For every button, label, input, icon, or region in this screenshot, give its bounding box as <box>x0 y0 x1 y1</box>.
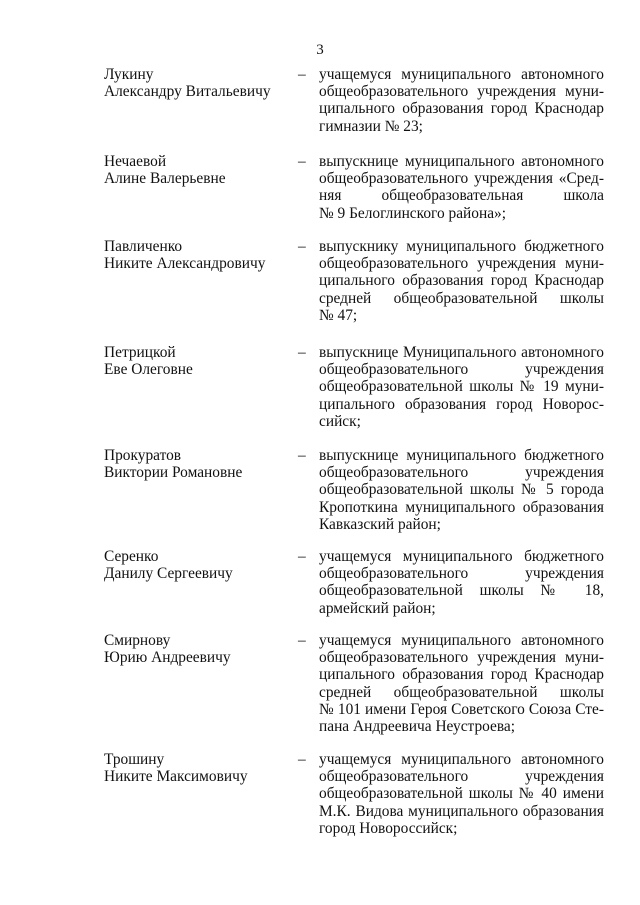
recipient-name <box>104 751 284 785</box>
recipient-surname: Прокуратов <box>104 447 182 464</box>
description-line: средней общеобразовательной школы <box>319 683 604 701</box>
description-line: Кропоткина муниципального образования <box>319 498 604 516</box>
description-line: общеобразовательной школы № 40 имени <box>319 785 604 803</box>
recipient-name <box>104 447 284 481</box>
entry-dash: – <box>298 751 306 768</box>
description-line: ципального образования город Новорос- <box>319 395 604 413</box>
recipient-surname: Лукину <box>104 66 154 83</box>
description-line: средней общеобразовательной школы <box>319 289 604 307</box>
recipient-name <box>104 66 284 100</box>
recipient-description <box>319 238 604 324</box>
recipient-name <box>104 238 284 272</box>
description-line: выпускнику муниципального бюджетного <box>319 238 604 255</box>
entry-dash: – <box>298 632 306 649</box>
description-line: няя общеобразовательная школа <box>319 187 604 205</box>
description-line: ципального образования город Краснодар <box>319 272 604 290</box>
recipient-description <box>319 447 604 533</box>
recipient-surname: Трошину <box>104 751 165 768</box>
recipient-given-names: Александру Витальевичу <box>104 83 271 101</box>
description-line: Кавказский район; <box>319 515 441 533</box>
description-line: общеобразовательного учреждения <box>319 464 604 482</box>
entry-dash: – <box>298 548 306 565</box>
description-line: выпускнице муниципального автономного <box>319 153 604 170</box>
description-line: № 47; <box>319 306 358 324</box>
entry-dash: – <box>298 153 306 170</box>
description-line: общеобразовательной школы № 5 города <box>319 481 604 499</box>
description-line: пана Андреевича Неустроева; <box>319 717 516 735</box>
description-line: общеобразовательного учреждения муни- <box>319 649 604 667</box>
recipient-description <box>319 344 604 430</box>
description-line: общеобразовательного учреждения <box>319 361 604 379</box>
description-line: ципального образования город Краснодар <box>319 100 604 118</box>
recipient-surname: Нечаевой <box>104 153 167 170</box>
recipient-description <box>319 153 604 222</box>
recipient-given-names: Еве Олеговне <box>104 361 193 379</box>
description-line: учащемуся муниципального автономного <box>319 66 604 83</box>
recipient-surname: Смирнову <box>104 632 171 649</box>
page-number: 3 <box>316 42 324 58</box>
recipient-name <box>104 632 284 666</box>
recipient-given-names: Юрию Андреевичу <box>104 649 231 667</box>
recipient-description <box>319 632 604 735</box>
recipient-description <box>319 66 604 135</box>
entry-dash: – <box>298 447 306 464</box>
recipient-given-names: Алине Валерьевне <box>104 170 226 188</box>
description-line: гимназии № 23; <box>319 117 423 135</box>
recipient-given-names: Виктории Романовне <box>104 464 243 482</box>
entry-dash: – <box>298 344 306 361</box>
recipient-surname: Павличенко <box>104 238 183 255</box>
recipient-surname: Петрицкой <box>104 344 176 361</box>
recipient-given-names: Данилу Сергеевичу <box>104 565 233 583</box>
recipient-description <box>319 751 604 837</box>
description-line: учащемуся муниципального автономного <box>319 632 604 649</box>
description-line: М.К. Видова муниципального образования <box>319 802 604 820</box>
description-line: сийск; <box>319 412 361 430</box>
recipient-given-names: Никите Александровичу <box>104 255 266 273</box>
recipient-name <box>104 548 284 582</box>
description-line: общеобразовательного учреждения муни- <box>319 83 604 101</box>
recipient-surname: Серенко <box>104 548 159 565</box>
recipient-description <box>319 548 604 617</box>
recipient-name <box>104 153 284 187</box>
description-line: общеобразовательной школы № 18, <box>319 582 604 600</box>
description-line: выпускнице муниципального бюджетного <box>319 447 604 464</box>
recipient-name <box>104 344 284 378</box>
description-line: общеобразовательного учреждения муни- <box>319 255 604 273</box>
entry-dash: – <box>298 66 306 83</box>
description-line: ципального образования город Краснодар <box>319 666 604 684</box>
description-line: № 101 имени Героя Советского Союза Сте- <box>319 700 604 718</box>
description-line: город Новороссийск; <box>319 819 458 837</box>
description-line: общеобразовательной школы № 19 муни- <box>319 378 604 396</box>
description-line: № 9 Белоглинского района»; <box>319 204 506 222</box>
entry-dash: – <box>298 238 306 255</box>
description-line: учащемуся муниципального автономного <box>319 751 604 768</box>
description-line: выпускнице Муниципального автономного <box>319 344 604 361</box>
recipient-given-names: Никите Максимовичу <box>104 768 248 786</box>
description-line: общеобразовательного учреждения <box>319 565 604 583</box>
description-line: общеобразовательного учреждения «Сред- <box>319 170 604 188</box>
description-line: армейский район; <box>319 599 436 617</box>
description-line: учащемуся муниципального бюджетного <box>319 548 604 565</box>
description-line: общеобразовательного учреждения <box>319 768 604 786</box>
